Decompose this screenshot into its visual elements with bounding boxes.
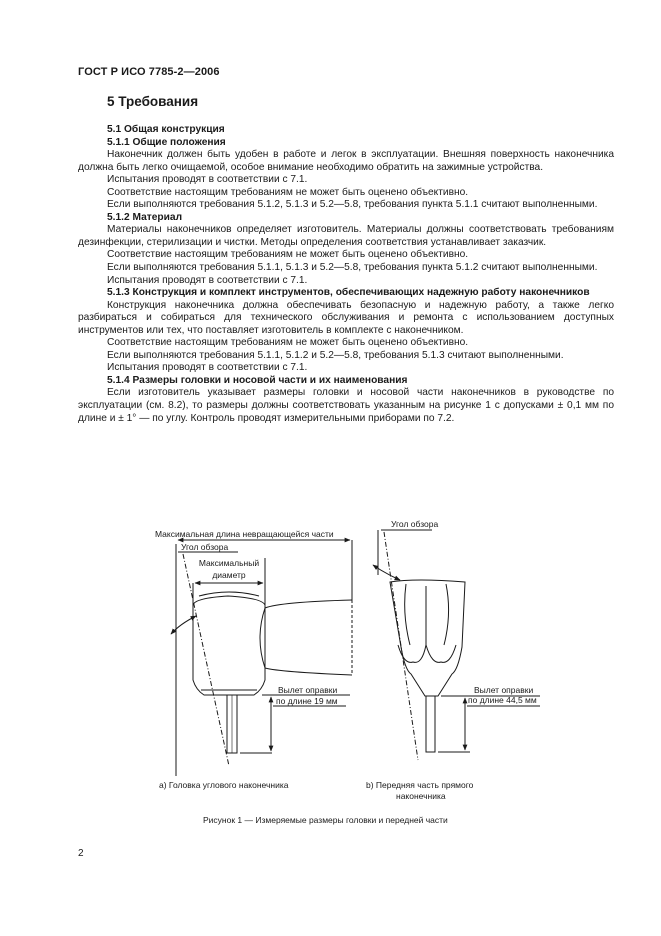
figure-1 — [0, 520, 661, 830]
paragraph: Испытания проводят в соответствии с 7.1. — [107, 174, 308, 186]
caption-b-2: наконечника — [396, 791, 446, 801]
label-diameter-2: диаметр — [212, 570, 246, 580]
subsection-heading: 5.1.4 Размеры головки и носовой части и их наименования — [107, 374, 408, 386]
document-header: ГОСТ Р ИСО 7785-2—2006 — [78, 66, 220, 78]
section-title: 5 Требования — [107, 94, 199, 109]
subsection-heading: 5.1 Общая конструкция — [107, 124, 225, 135]
paragraph: Если изготовитель указывает размеры головки и носовой части наконечников в руководстве по эксплуатации (см. 8.2), то размеры должны соответствовать указанным на рисунке 1 с допусками ± 0,1 мм по длине и ± 1° — по углу. Контроль проводят измерительными приборами по 7.2. — [78, 387, 614, 424]
subsection-heading: 5.1.2 Материал — [107, 211, 183, 223]
page-number: 2 — [78, 848, 84, 859]
figure-caption: Рисунок 1 — Измеряемые размеры головки и передней части — [203, 815, 448, 825]
caption-a: a) Головка углового наконечника — [159, 780, 289, 790]
label-max-length: Максимальная длина невращающейся части — [155, 529, 334, 539]
subsection-heading: 5.1.3 Конструкция и комплект инструментов, обеспечивающих надежную работу наконечников — [107, 287, 590, 299]
subsection-heading: 5.1.1 Общие положения — [107, 136, 226, 148]
paragraph: Испытания проводят в соответствии с 7.1. — [107, 274, 308, 286]
label-angle-a: Угол обзора — [181, 542, 229, 552]
paragraph: Если выполняются требования 5.1.2, 5.1.3 и 5.2—5.8, требования пункта 5.1.1 считают выполненными. — [107, 199, 598, 211]
paragraph: Материалы наконечников определяет изготовитель. Материалы должны соответствовать требованиям дезинфекции, стерилизации и чистки. Методы определения соответствия устанавливает заказчик. — [78, 224, 614, 248]
label-protrusion-a-1: Вылет оправки — [278, 685, 338, 695]
label-diameter-1: Максимальный — [198, 558, 260, 568]
label-protrusion-b-1: Вылет оправки — [474, 685, 534, 695]
angled-head-drawing — [171, 540, 352, 776]
paragraph: Конструкция наконечника должна обеспечивать безопасную и надежную работу, а также легко разбираться и собираться для технического обслуживания и ремонта с использованием доступных инструментов или тех, что поставляет изготовитель в комплекте с наконечником. — [78, 299, 614, 336]
label-protrusion-a-2: по длине 19 мм — [276, 696, 338, 706]
paragraph: Наконечник должен быть удобен в работе и легок в эксплуатации. Внешняя поверхность наконечника должна быть легко очищаемой, особое внимание необходимо обратить на зажимные устройства. — [78, 149, 614, 173]
paragraph: Испытания проводят в соответствии с 7.1. — [107, 362, 308, 374]
body-text — [78, 124, 614, 425]
paragraph: Соответствие настоящим требованиям не может быть оценено объективно. — [107, 249, 469, 261]
paragraph: Соответствие настоящим требованиям не может быть оценено объективно. — [107, 186, 469, 198]
label-angle-b: Угол обзора — [391, 520, 439, 529]
paragraph: Если выполняются требования 5.1.1, 5.1.3 и 5.2—5.8, требования пункта 5.1.2 считают выполненными. — [107, 262, 598, 274]
paragraph: Соответствие настоящим требованиям не может быть оценено объективно. — [107, 337, 469, 349]
label-protrusion-b-2: по длине 44,5 мм — [468, 695, 537, 705]
caption-b-1: b) Передняя часть прямого — [366, 780, 474, 790]
paragraph: Если выполняются требования 5.1.1, 5.1.2 и 5.2—5.8, требования 5.1.3 считают выполненными. — [107, 349, 564, 361]
straight-nose-drawing — [373, 530, 540, 760]
